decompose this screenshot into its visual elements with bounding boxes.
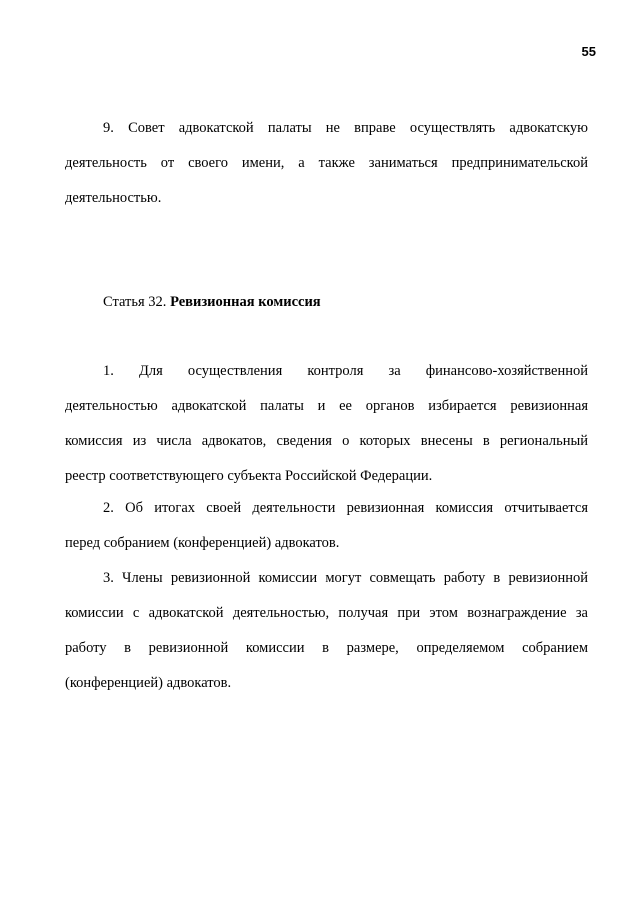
- article-heading: [103, 292, 321, 312]
- paragraph-line: работу в ревизионной комиссии в размере, определяемом собранием: [65, 640, 588, 656]
- paragraph-line: 3. Члены ревизионной комиссии могут совмещать работу в ревизионной: [103, 570, 588, 586]
- article-title: Ревизионная комиссия: [170, 294, 321, 310]
- page-number: 55: [581, 44, 596, 59]
- paragraph-line: деятельность от своего имени, а также заниматься предпринимательской: [65, 155, 588, 171]
- paragraph-line: деятельностью.: [65, 190, 162, 206]
- paragraph-2: [65, 498, 588, 568]
- paragraph-line: реестр соответствующего субъекта Российской Федерации.: [65, 468, 433, 484]
- paragraph-line: 1. Для осуществления контроля за финансово-хозяйственной: [103, 363, 588, 379]
- paragraph-line: 2. Об итогах своей деятельности ревизионная комиссия отчитывается: [103, 500, 588, 516]
- paragraph-line: перед собранием (конференцией) адвокатов.: [65, 535, 340, 551]
- paragraph-9: [65, 118, 588, 223]
- paragraph-3: [65, 568, 588, 708]
- article-label: Статья 32.: [103, 294, 167, 310]
- paragraph-line: 9. Совет адвокатской палаты не вправе осуществлять адвокатскую: [103, 120, 588, 136]
- paragraph-line: комиссия из числа адвокатов, сведения о которых внесены в региональный: [65, 433, 588, 449]
- paragraph-1: [65, 361, 588, 501]
- paragraph-line: комиссии с адвокатской деятельностью, получая при этом вознаграждение за: [65, 605, 588, 621]
- paragraph-line: (конференцией) адвокатов.: [65, 675, 232, 691]
- paragraph-line: деятельностью адвокатской палаты и ее органов избирается ревизионная: [65, 398, 588, 414]
